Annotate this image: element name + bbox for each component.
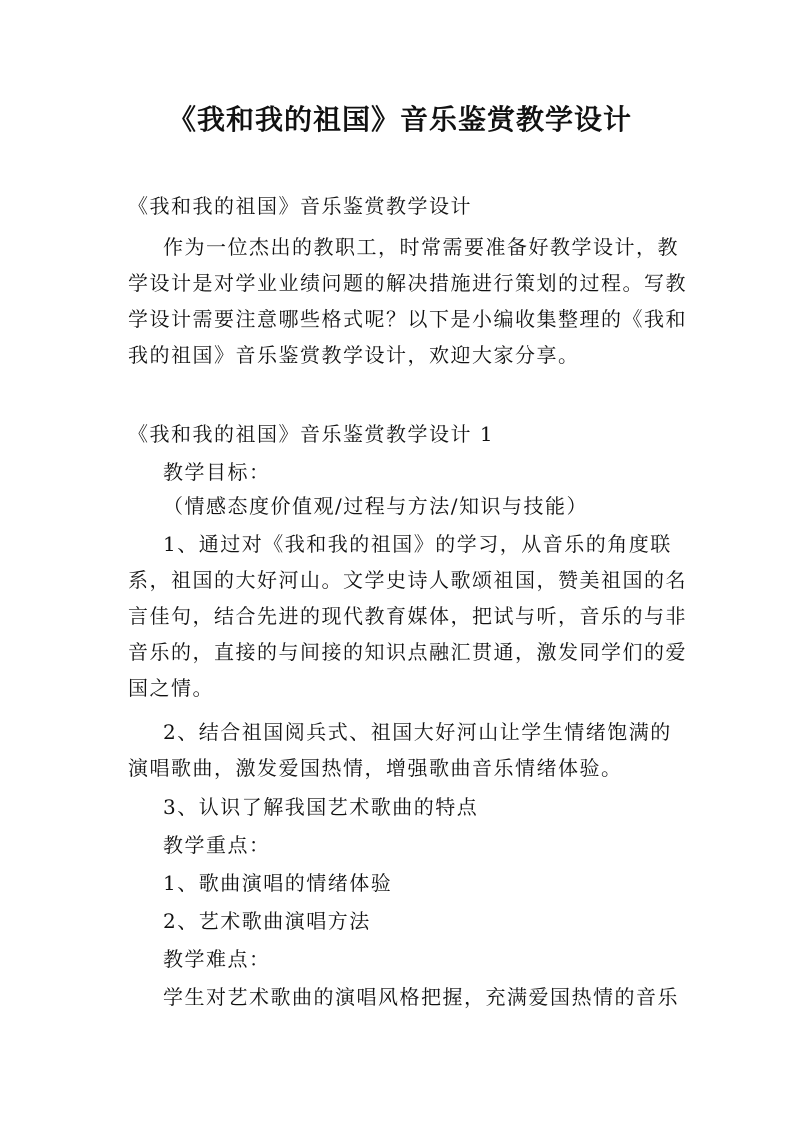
key-point-2: 2、艺术歌曲演唱方法 — [163, 909, 371, 933]
objective-1-line-2: 系，祖国的大好河山。文学史诗人歌颂祖国，赞美祖国的名 — [128, 568, 687, 592]
objective-1-line-3: 言佳句，结合先进的现代教育媒体，把试与听，音乐的与非 — [128, 604, 687, 628]
key-points-label: 教学重点： — [163, 833, 271, 857]
intro-line-3: 学设计需要注意哪些格式呢？以下是小编收集整理的《我和 — [128, 307, 687, 331]
intro-line-4: 我的祖国》音乐鉴赏教学设计，欢迎大家分享。 — [128, 343, 580, 367]
difficulty-line-1: 学生对艺术歌曲的演唱风格把握，充满爱国热情的音乐 — [163, 985, 679, 1009]
objective-3: 3、认识了解我国艺术歌曲的特点 — [163, 795, 479, 819]
section-heading: 《我和我的祖国》音乐鉴赏教学设计 1 — [128, 422, 495, 446]
intro-heading: 《我和我的祖国》音乐鉴赏教学设计 — [128, 194, 472, 218]
difficulty-label: 教学难点： — [163, 947, 271, 971]
objective-2-line-1: 2、结合祖国阅兵式、祖国大好河山让学生情绪饱满的 — [163, 720, 672, 744]
objectives-label: 教学目标： — [163, 460, 271, 484]
objective-2-line-2: 演唱歌曲，激发爱国热情，增强歌曲音乐情绪体验。 — [128, 756, 623, 780]
objectives-note: （情感态度价值观/过程与方法/知识与技能） — [163, 494, 588, 518]
objective-1-line-1: 1、通过对《我和我的祖国》的学习，从音乐的角度联 — [163, 532, 672, 556]
intro-line-1: 作为一位杰出的教职工，时常需要准备好教学设计，教 — [163, 235, 679, 259]
objective-1-line-4: 音乐的，直接的与间接的知识点融汇贯通，激发同学们的爱 — [128, 640, 687, 664]
key-point-1: 1、歌曲演唱的情绪体验 — [163, 871, 393, 895]
document-title: 《我和我的祖国》音乐鉴赏教学设计 — [167, 103, 632, 136]
objective-1-line-5: 国之情。 — [128, 676, 214, 700]
intro-line-2: 学设计是对学业业绩问题的解决措施进行策划的过程。写教 — [128, 271, 687, 295]
